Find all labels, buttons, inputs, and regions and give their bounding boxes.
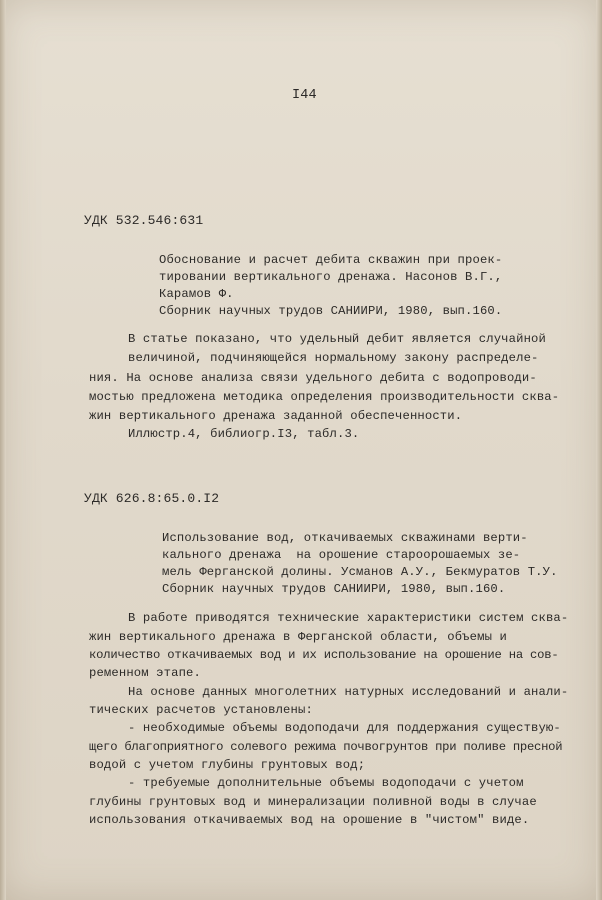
abstract-2-line-3: количество откачиваемых вод и их использование на орошение на сов- — [89, 648, 559, 662]
abstract-2-line-9: водой с учетом глубины грунтовых вод; — [89, 758, 366, 772]
citation-1-line-1: Обоснование и расчет дебита скважин при проек- — [159, 253, 503, 267]
abstract-2-line-8: щего благоприятного солевого режима почвогрунтов при поливе пресной — [89, 740, 563, 754]
citation-1-line-2: тировании вертикального дренажа. Насонов В.Г., — [159, 270, 503, 284]
abstract-2-line-7: - необходимые объемы водоподачи для поддержания существую- — [128, 721, 561, 735]
udk-code-1: УДК 532.546:631 — [84, 213, 204, 228]
abstract-1-line-3: ния. На основе анализа связи удельного дебита с водопроводи- — [89, 371, 537, 385]
abstract-2-line-6: тических расчетов установлены: — [89, 703, 313, 717]
abstract-2-line-5: На основе данных многолетних натурных исследований и анали- — [128, 685, 569, 699]
udk-code-2: УДК 626.8:65.0.I2 — [84, 491, 220, 506]
abstract-2-line-11: глубины грунтовых вод и минерализации поливной воды в случае — [89, 795, 537, 809]
abstract-2-line-4: ременном этапе. — [89, 666, 201, 680]
abstract-1-line-1: В статье показано, что удельный дебит является случайной — [128, 332, 546, 346]
citation-2-line-2: кального дренажа на орошение староорошаемых зе- — [162, 548, 521, 562]
citation-2-line-3: мель Ферганской долины. Усманов А.У., Бекмуратов Т.У. — [162, 565, 558, 579]
page-number: I44 — [292, 88, 317, 103]
abstract-2-line-12: использования откачиваемых вод на орошение в "чистом" виде. — [89, 813, 530, 827]
page-left-edge — [0, 0, 6, 900]
citation-2-line-4: Сборник научных трудов САНИИРИ, 1980, вып.160. — [162, 582, 506, 596]
abstract-1-line-5: жин вертикального дренажа заданной обеспеченности. — [89, 409, 463, 423]
citation-1-line-4: Сборник научных трудов САНИИРИ, 1980, вып.160. — [159, 304, 503, 318]
abstract-2-line-10: - требуемые дополнительные объемы водоподачи с учетом — [128, 776, 524, 790]
abstract-1-line-4: мостью предложена методика определения производительности сква- — [89, 390, 560, 404]
citation-2-line-1: Использование вод, откачиваемых скважинами верти- — [162, 531, 528, 545]
citation-1-line-3: Карамов Ф. — [159, 287, 234, 301]
abstract-1-line-6: Иллюстр.4, библиогр.I3, табл.3. — [128, 427, 360, 441]
abstract-1-line-2: величиной, подчиняющейся нормальному закону распределе- — [128, 351, 539, 365]
page-right-edge — [596, 0, 602, 900]
abstract-2-line-1: В работе приводятся технические характеристики систем сква- — [128, 611, 569, 625]
abstract-2-line-2: жин вертикального дренажа в Ферганской области, объемы и — [89, 630, 507, 644]
